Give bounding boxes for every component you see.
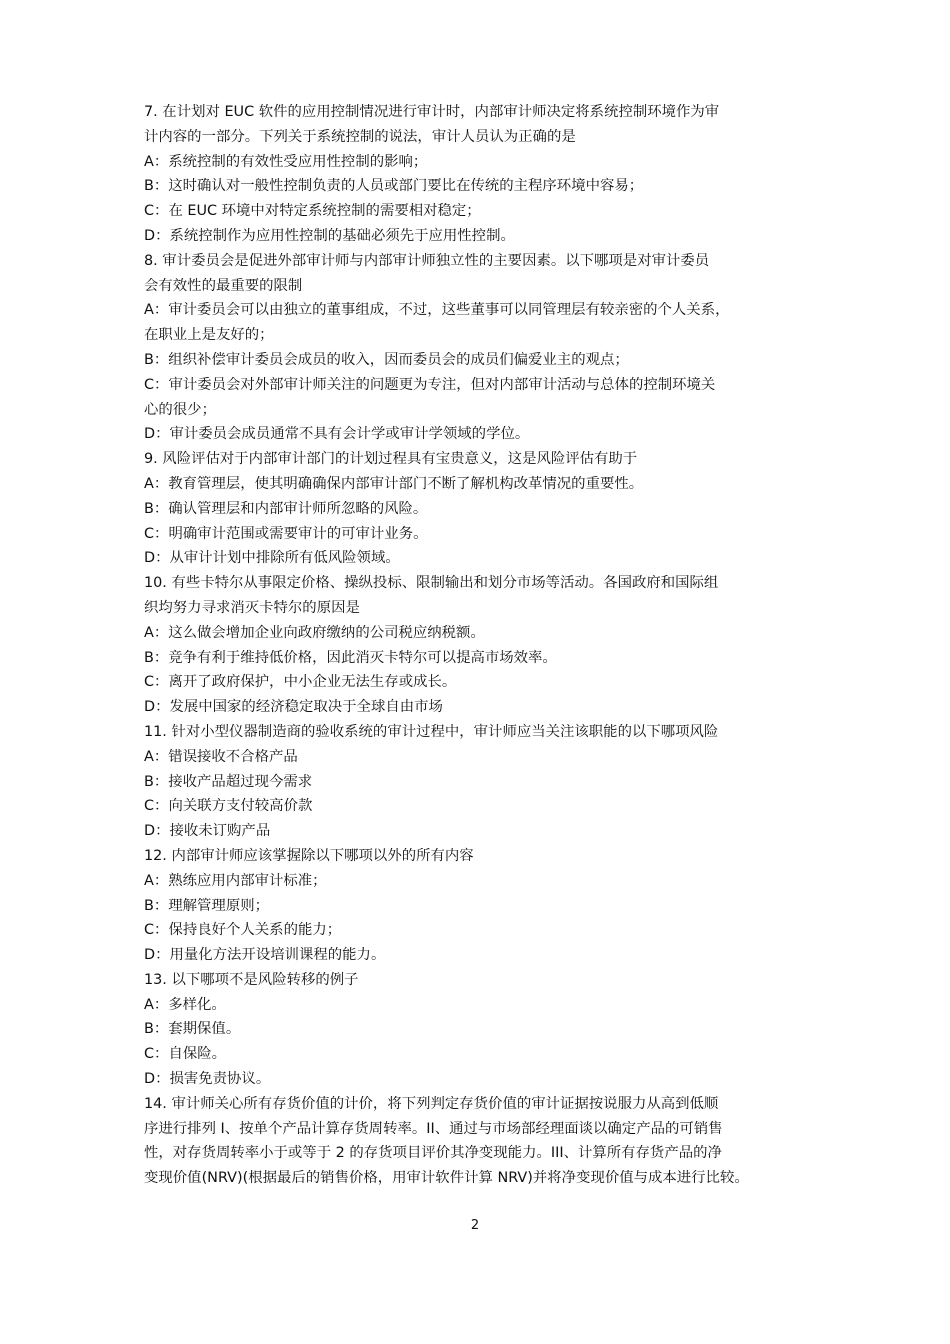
text-line: 会有效性的最重要的限制 (144, 277, 303, 294)
text-line: C：在 EUC 环境中对特定系统控制的需要相对稳定； (144, 203, 481, 220)
text-line: B：确认管理层和内部审计师所忽略的风险。 (144, 500, 428, 517)
text-line: A：这么做会增加企业向政府缴纳的公司税应纳税额。 (144, 624, 485, 641)
text-line: A：多样化。 (144, 996, 226, 1013)
text-line: B：理解管理原则； (144, 897, 269, 914)
text-line: C：审计委员会对外部审计师关注的问题更为专注，但对内部审计活动与总体的控制环境关 (144, 376, 716, 393)
text-line: C：保持良好个人关系的能力； (144, 922, 342, 939)
text-line: D：发展中国家的经济稳定取决于全球自由市场 (144, 699, 443, 716)
text-line: 14. 审计师关心所有存货价值的计价，将下列判定存货价值的审计证据按说服力从高到低顺 (144, 1095, 719, 1112)
text-line: D：接收未订购产品 (144, 823, 271, 840)
text-line: A：系统控制的有效性受应用性控制的影响； (144, 153, 428, 170)
text-line: B：套期保值。 (144, 1021, 241, 1038)
text-line: 9. 风险评估对于内部审计部门的计划过程具有宝贵意义，这是风险评估有助于 (144, 451, 638, 468)
text-line: A：教育管理层，使其明确确保内部审计部门不断了解机构改革情况的重要性。 (144, 475, 644, 492)
text-line: D：审计委员会成员通常不具有会计学或审计学领域的学位。 (144, 426, 530, 443)
text-line: A：熟练应用内部审计标准； (144, 872, 327, 889)
text-line: A：错误接收不合格产品 (144, 748, 298, 765)
text-line: 8. 审计委员会是促进外部审计师与内部审计师独立性的主要因素。以下哪项是对审计委员 (144, 252, 710, 269)
text-line: B：竞争有利于维持低价格，因此消灭卡特尔可以提高市场效率。 (144, 649, 557, 666)
text-line: 在职业上是友好的； (144, 327, 274, 344)
text-line: D：从审计计划中排除所有低风险领域。 (144, 550, 400, 567)
text-line: 计内容的一部分。下列关于系统控制的说法，审计人员认为正确的是 (144, 128, 576, 145)
text-line: 7. 在计划对 EUC 软件的应用控制情况进行审计时，内部审计师决定将系统控制环境作为审 (144, 104, 720, 120)
text-line: 11. 针对小型仪器制造商的验收系统的审计过程中，审计师应当关注该职能的以下哪项风险 (144, 723, 719, 740)
text-line: 性，对存货周转率小于或等于 2 的存货项目评价其净变现能力。III、计算所有存货产品的净 (144, 1145, 722, 1162)
page-number: 2 (470, 1218, 480, 1233)
text-line: 变现价值(NRV)(根据最后的销售价格，用审计软件计算 NRV)并将净变现价值与成本进行比较。 (144, 1170, 749, 1187)
text-line: C：明确审计范围或需要审计的可审计业务。 (144, 525, 428, 542)
text-line: D：系统控制作为应用性控制的基础必须先于应用性控制。 (144, 227, 515, 244)
text-line: 织均努力寻求消灭卡特尔的原因是 (144, 599, 360, 616)
text-line: A：审计委员会可以由独立的董事组成，不过，这些董事可以同管理层有较亲密的个人关系， (144, 302, 730, 319)
text-line: 13. 以下哪项不是风险转移的例子 (144, 971, 359, 988)
text-line: B：接收产品超过现今需求 (144, 773, 313, 790)
document-body (144, 100, 819, 1191)
text-line: C：向关联方支付较高价款 (144, 798, 313, 815)
text-line: D：损害免责协议。 (144, 1071, 271, 1088)
text-line: C：离开了政府保护，中小企业无法生存或成长。 (144, 674, 457, 691)
text-line: 心的很少； (144, 401, 216, 418)
text-line: B：组织补偿审计委员会成员的收入，因而委员会的成员们偏爱业主的观点； (144, 351, 629, 368)
text-line: B：这时确认对一般性控制负责的人员或部门要比在传统的主程序环境中容易； (144, 178, 644, 195)
text-line: C：自保险。 (144, 1046, 227, 1063)
text-line: 序进行排列 I、按单个产品计算存货周转率。II、通过与市场部经理面谈以确定产品的可销售 (144, 1120, 723, 1137)
text-line: D：用量化方法开设培训课程的能力。 (144, 947, 386, 964)
text-line: 12. 内部审计师应该掌握除以下哪项以外的所有内容 (144, 847, 474, 864)
text-line: 10. 有些卡特尔从事限定价格、操纵投标、限制输出和划分市场等活动。各国政府和国际组 (144, 575, 719, 592)
